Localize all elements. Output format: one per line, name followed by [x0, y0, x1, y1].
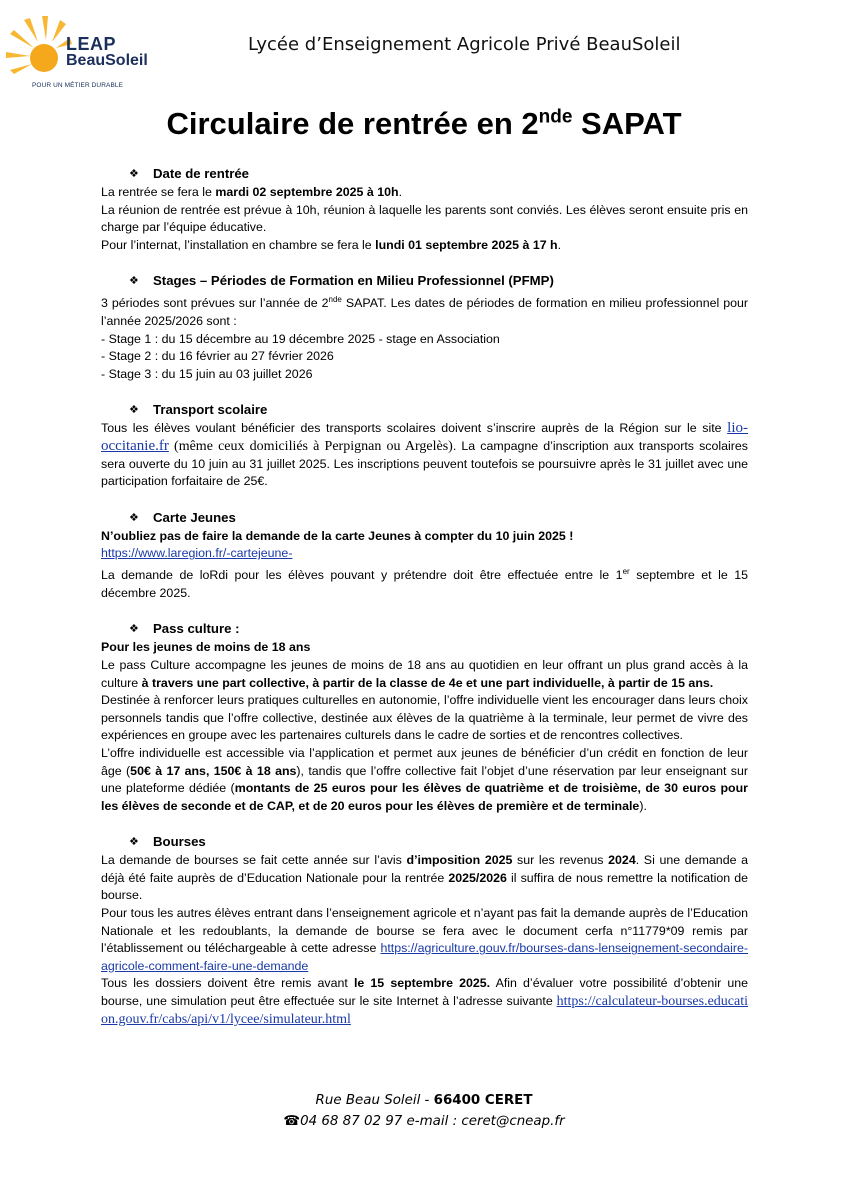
phone-icon: ☎	[283, 1114, 301, 1129]
section-stages	[101, 271, 748, 383]
school-logo	[4, 12, 164, 92]
footer-address: Rue Beau Soleil - 66400 CERET	[315, 1093, 533, 1108]
diamond-bullet-icon: ❖	[129, 836, 139, 849]
logo-text-beausoleil: BeauSoleil	[66, 52, 148, 69]
paragraph: Tous les élèves voulant bénéficier des transports scolaires doivent s’inscrire auprès de la Région sur le site lio-occitanie.fr (même ceux domiciliés à Perpignan ou Argelès). La campagne d’inscription aux transports scolaires sera ouverte du 10 juin au 31 juillet 2025. Les inscriptions peuvent toutefois se poursuivre après le 31 juillet avec une participation forfaitaire de 25€.	[101, 420, 748, 489]
paragraph: L’offre individuelle est accessible via l’application et permet aux jeunes de bénéficier d’un crédit en fonction de leur âge (50€ à 17 ans, 150€ à 18 ans), tandis que l’offre collective fait l’objet d’une réservation par leur enseignant sur une plateforme dédiée (montants de 25 euros pour les élèves de quatrième et de troisième, de 30 euros pour les élèves de seconde et de CAP, et de 20 euros pour les élèves de première et de terminale).	[101, 745, 749, 813]
agriculture-bourses-link[interactable]: https://agriculture.gouv.fr/bourses-dans-lenseignement-secondaire-agricole-comment-faire-une-demande	[101, 941, 748, 973]
section-carte-jeunes	[101, 508, 748, 603]
section-pass-culture	[101, 619, 748, 815]
document-body	[101, 164, 748, 1045]
diamond-bullet-icon: ❖	[129, 511, 139, 524]
sun-icon	[4, 12, 74, 82]
footer	[0, 1090, 848, 1132]
list-item: - Stage 3 : du 15 juin au 03 juillet 2026	[101, 366, 313, 381]
carte-jeune-link[interactable]: https://www.laregion.fr/-cartejeune-	[101, 546, 293, 561]
calculateur-bourses-link[interactable]: https://calculateur-bourses.education.gouv.fr/cabs/api/v1/lycee/simulateur.html	[101, 994, 748, 1027]
list-item: - Stage 2 : du 16 février au 27 février 2026	[101, 349, 334, 364]
page-title: Circulaire de rentrée en 2nde SAPAT	[166, 106, 682, 141]
paragraph: 3 périodes sont prévues sur l’année de 2nde SAPAT. Les dates de périodes de formation en milieu professionnel pour l’année 2025/2026 sont :	[101, 295, 748, 329]
section-transport	[101, 400, 748, 490]
diamond-bullet-icon: ❖	[129, 275, 139, 288]
paragraph: Le pass Culture accompagne les jeunes de moins de 18 ans au quotidien en leur offrant un plus grand accès à la culture à travers une part collective, à partir de la classe de 4e et une part individuelle, à partir de 15 ans.	[101, 657, 748, 690]
section-heading: ❖ Stages – Périodes de Formation en Milieu Professionnel (PFMP)	[129, 271, 748, 291]
subheading: Pour les jeunes de moins de 18 ans	[101, 640, 311, 655]
paragraph: La réunion de rentrée est prévue à 10h, réunion à laquelle les parents sont conviés. Les élèves seront ensuite pris en charge par l’équipe éducative.	[101, 202, 748, 235]
section-heading: ❖ Pass culture :	[129, 619, 748, 639]
paragraph: N’oubliez pas de faire la demande de la carte Jeunes à compter du 10 juin 2025 !	[101, 528, 574, 543]
lio-occitanie-link[interactable]: lio-occitanie.fr	[101, 420, 748, 455]
diamond-bullet-icon: ❖	[129, 404, 139, 417]
paragraph: La demande de loRdi pour les élèves pouvant y prétendre doit être effectuée entre le 1er septembre et le 15 décembre 2025.	[101, 567, 748, 600]
section-heading: ❖ Transport scolaire	[129, 400, 748, 420]
section-heading: ❖ Date de rentrée	[129, 164, 748, 184]
paragraph: Pour tous les autres élèves entrant dans l’enseignement agricole et n’ayant pas fait la demande auprès de l’Education Nationale et les redoublants, la demande de bourse se fera avec le document cerfa n°11779*09 remis par l’établissement ou téléchargeable à cette adresse https://agriculture.gouv.fr/bourses-dans-lenseignement-secondaire-agricole-comment-faire-une-demande	[101, 906, 748, 973]
diamond-bullet-icon: ❖	[129, 623, 139, 636]
paragraph: Destinée à renforcer leurs pratiques culturelles en autonomie, l’offre individuelle vient les encourager dans leurs choix personnels tandis que l’offre collective, destinée aux élèves de la quatrième à la terminale, leur permet de vivre des expériences en groupe avec les partenaires culturels dans le cadre de sorties et de rencontres collectives.	[101, 693, 748, 743]
paragraph: La demande de bourses se fait cette année sur l’avis d’imposition 2025 sur les revenus 2024. Si une demande a déjà été faite auprès de d’Education Nationale pour la rentrée 2025/2026 il suffira de nous remettre la notification de bourse.	[101, 853, 749, 903]
paragraph: Pour l’internat, l’installation en chambre se fera le lundi 01 septembre 2025 à 17 h.	[101, 237, 562, 252]
paragraph: La rentrée se fera le mardi 02 septembre 2025 à 10h.	[101, 185, 403, 199]
paragraph: Tous les dossiers doivent être remis avant le 15 septembre 2025. Afin d’évaluer votre possibilité d’obtenir une bourse, une simulation peut être effectuée sur le site Internet à l’adresse suivante https://calculateur-bourses.education.gouv.fr/cabs/api/v1/lycee/simulateur.html	[101, 976, 748, 1027]
section-heading: ❖ Carte Jeunes	[129, 508, 748, 528]
diamond-bullet-icon: ❖	[129, 168, 139, 180]
logo-tagline: POUR UN MÉTIER DURABLE	[32, 82, 124, 89]
section-rentree	[101, 164, 748, 254]
logo-text-leap: LEAP	[66, 34, 117, 54]
section-bourses	[101, 832, 748, 1028]
school-name: Lycée d’Enseignement Agricole Privé BeauSoleil	[248, 34, 681, 55]
list-item: - Stage 1 : du 15 décembre au 19 décembre 2025 - stage en Association	[101, 331, 500, 346]
footer-contact: ☎04 68 87 02 97 e-mail : ceret@cneap.fr	[283, 1114, 565, 1129]
section-heading: ❖ Bourses	[129, 832, 748, 852]
